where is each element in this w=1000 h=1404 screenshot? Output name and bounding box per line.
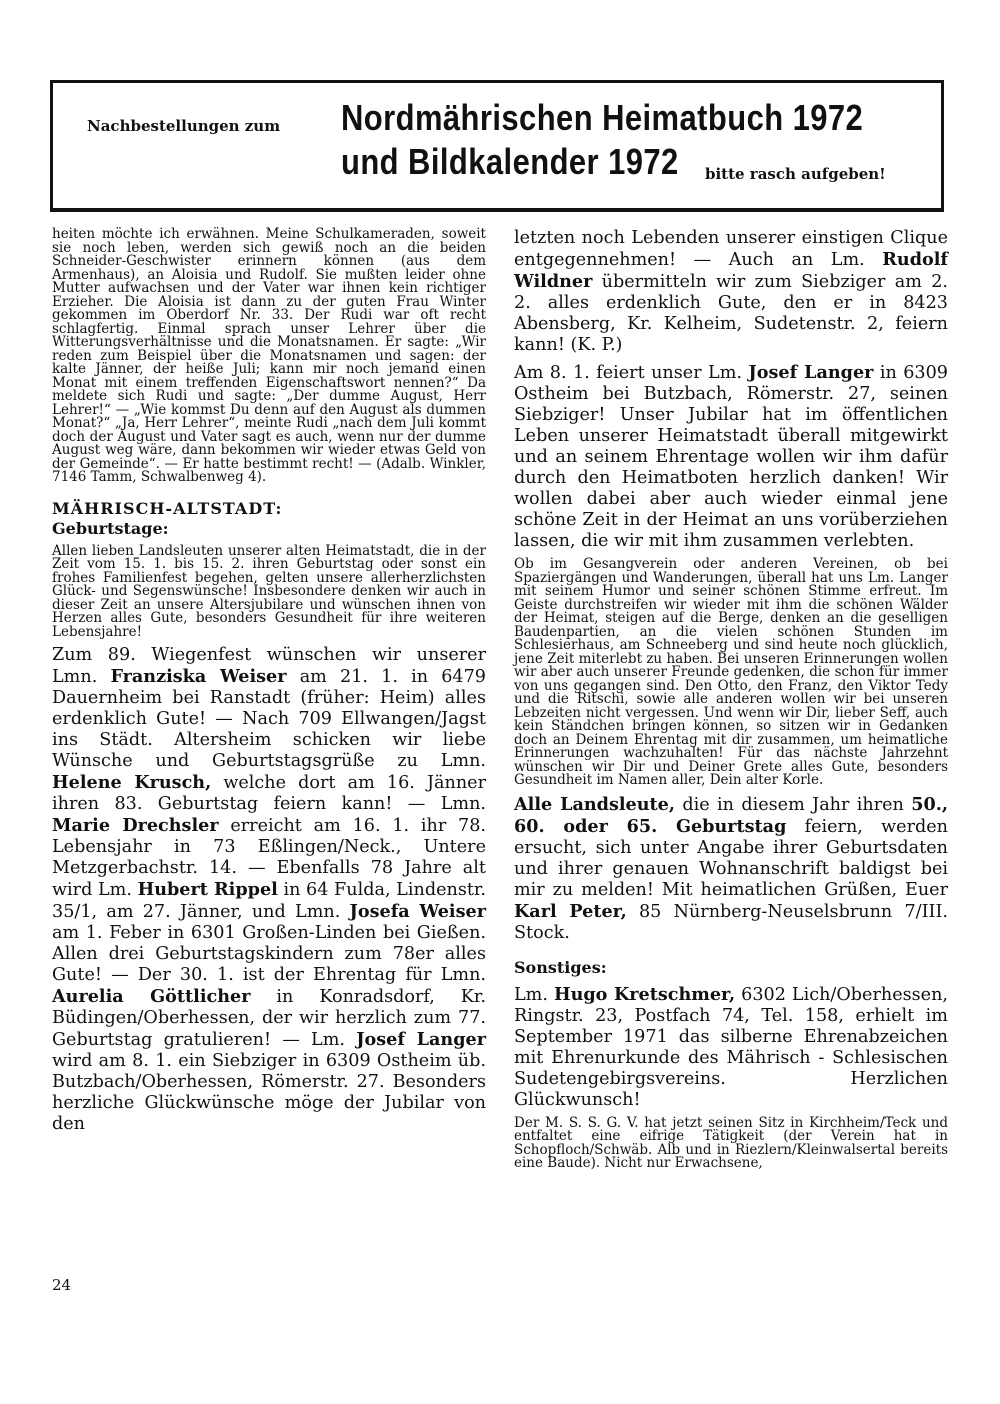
banner-title-line2: und Bildkalender 1972	[341, 141, 679, 182]
name-marie-drechsler: Marie Drechsler	[52, 815, 219, 836]
name-hubert-rippel: Hubert Rippel	[137, 879, 278, 900]
name-josef-langer: Josef Langer	[356, 1029, 486, 1050]
gesangverein-paragraph: Ob im Gesangverein oder anderen Vereinen, ob bei Spaziergängen und Wanderungen, überall hat uns Lm. Langer mit seinem Humor und seiner schönen Stimme erfreut. Im Geiste durchstreifen wir wieder mit ihm die schönen Wälder der Heimat, steigen auf die Berge, denken an die geselligen Baudenpartien, an die vielen schönen Stunden im Schlesierhaus, am Schneeberg und sind heute noch glücklich, jene Zeit miterlebt zu haben. Bei unseren Erinnerungen wollen wir aber auch unserer Freunde gedenken, die schon für immer von uns gegangen sind. Den Otto, den Franz, den Viktor Tedy und die Ritschi, sowie alle anderen wollen wir bei unseren Lebzeiten nicht vergessen. Und wenn wir Dir, lieber Seff, auch kein Ständchen bringen können, so sitzen wir in Gedanken doch an Deinem Ehrentag mit dir zusammen, um heimatliche Erinnerungen wachzuhalten! Für das nächste Jahrzehnt wünschen wir Dir und Deiner Grete alles Gute, besonders Gesundheit im Namen aller, Dein alter Korle.	[514, 556, 948, 788]
name-hugo-kretschmer: Hugo Kretschmer,	[553, 983, 736, 1005]
reorder-banner	[50, 80, 944, 212]
wildner-paragraph: letzten noch Lebenden unserer einstigen Clique entgegennehmen! — Auch an Lm. Rudolf Wildner übermitteln wir zum Siebziger am 2. 2. alles erdenklich Gute, den er in 8423 Abensberg, Kr. Kelheim, Sudetenstr. 2, feiern kann! (K. P.)	[514, 228, 948, 355]
banner-title-line1: Nordmährischen Heimatbuch 1972	[341, 97, 864, 138]
subheading-sonstiges: Sonstiges:	[514, 957, 607, 977]
kretschmer-paragraph: Lm. Hugo Kretschmer, 6302 Lich/Oberhessen, Ringstr. 23, Postfach 74, Tel. 158, erhielt im September 1971 das silberne Ehrenabzeichen mit Ehrenurkunde des Mährisch - Schlesischen Sudetengebirgsvereins. Herzlichen Glückwunsch!	[514, 983, 949, 1110]
banner-prefix: Nachbestellungen zum	[87, 117, 281, 135]
name-aurelia-goettlicher: Aurelia Göttlicher	[52, 986, 251, 1007]
mssgv-paragraph: Der M. S. S. G. V. hat jetzt seinen Sitz in Kirchheim/Teck und entfaltet eine eifrige Tätigkeit (der Verein hat in Schopfloch/Schwäb. Alb und in Riezlern/Kleinwalsertal bereits eine Baude). Nicht nur Erwachsene,	[514, 1114, 948, 1171]
langer-paragraph: Am 8. 1. feiert unser Lm. Josef Langer in 6309 Ostheim bei Butzbach, Römerstr. 27, seinen Siebziger! Unser Jubilar hat im öffentlichen Leben unserer Heimatstadt überall mitgewirkt und an seinem Ehrentage wollen wir ihm dafür durch den Heimatboten herzlich danken! Wir wollen dabei aber auch wieder einmal jene schöne Zeit in der Heimat an uns vorüberziehen lassen, die wir mit ihm zusammen verlebten.	[514, 362, 948, 551]
name-franziska-weiser: Franziska Weiser	[110, 666, 287, 687]
right-column	[514, 228, 948, 1171]
name-rudolf-wildner: Rudolf Wildner	[514, 249, 948, 292]
section-heading-maehrisch-altstadt: MÄHRISCH-ALTSTADT:	[52, 498, 283, 518]
name-helene-krusch: Helene Krusch,	[52, 772, 212, 793]
geburtstage-intro-paragraph: Allen lieben Landsleuten unserer alten Heimatstadt, die in der Zeit vom 15. 1. bis 15. 2. ihren Geburtstag oder sonst ein frohes Familienfest begehen, gelten unsere allerherzlichsten Glück- und Segenswünsche! Insbesondere denken wir auch in dieser Zeit an unsere Altersjubilare und wünschen ihnen von Herzen alles Gute, besonders Gesundheit für ihre weiteren Lebensjahre!	[52, 542, 486, 640]
birthday-list-paragraph: Zum 89. Wiegenfest wünschen wir unserer Lmn. Franziska Weiser am 21. 1. in 6479 Dauernheim bei Ranstadt (früher: Heim) alles erdenklich Gute! — Nach 709 Ellwangen/Jagst ins Städt. Altersheim schicken wir liebe Wünsche und Geburtstagsgrüße zu Lmn. Helene Krusch, welche dort am 16. Jänner ihren 83. Geburtstag feiern kann! — Lmn. Marie Drechsler erreicht am 16. 1. ihr 78. Lebensjahr in 73 Eßlingen/Neck., Untere Metzgerbachstr. 14. — Ebenfalls 78 Jahre alt wird Lm. Hubert Rippel in 64 Fulda, Lindenstr. 35/1, am 27. Jänner, und Lmn. Josefa Weiser am 1. Feber in 6301 Großen-Linden bei Gießen. Allen drei Geburtstagskindern zum 78er alles Gute! — Der 30. 1. ist der Ehrentag für Lmn. Aurelia Göttlicher in Konradsdorf, Kr. Büdingen/Oberhessen, der wir herzlich zum 77. Geburtstag gratulieren! — Lm. Josef Langer wird am 8. 1. ein Siebziger in 6309 Ostheim üb. Butzbach/Oberhessen, Römerstr. 27. Besonders herzliche Glückwünsche möge der Jubilar von den	[52, 645, 486, 1134]
name-josef-langer-2: Josef Langer	[748, 362, 874, 383]
banner-suffix: bitte rasch aufgeben!	[705, 165, 886, 183]
landsleute-paragraph: Alle Landsleute, die in diesem Jahr ihren 50., 60. oder 65. Geburtstag feiern, werden ersucht, sich unter Angabe ihrer Geburtsdaten und ihrer genauen Wohnanschrift baldigst bei mir zu melden! Mit heimatlichen Grüßen, Euer Karl Peter, 85 Nürnberg-Neuselsbrunn 7/III. Stock.	[514, 793, 949, 943]
name-josefa-weiser: Josefa Weiser	[349, 901, 486, 922]
left-column	[52, 228, 486, 1135]
page-number: 24	[52, 1276, 72, 1294]
name-karl-peter: Karl Peter,	[514, 900, 627, 922]
subheading-geburtstage: Geburtstage:	[52, 518, 169, 538]
schulkameraden-paragraph: heiten möchte ich erwähnen. Meine Schulkameraden, soweit sie noch leben, werden sich gewiß noch an die beiden Schneider-Geschwister erinnern können (aus dem Armenhaus), an Aloisia und Rudolf. Sie mußten leider ohne Mutter aufwachsen und der Vater war ihnen kein richtiger Erzieher. Die Aloisia ist dann zu der guten Frau Winter gekommen im Oberdorf Nr. 33. Der Rudi war oft recht schlagfertig. Einmal sprach unser Lehrer über die Witterungsverhältnisse und die Monatsnamen. Er sagte: „Wir reden zum Beispiel über die Monatsnamen und sagen: der kalte Jänner, der heiße Juli; kann mir noch jemand einen Monat mit einem treffenden Eigenschaftswort nennen?“ Da meldete sich Rudi und sagte: „Der dumme August, Herr Lehrer!“ — „Wie kommst Du denn auf den August als dummen Monat?“ „Ja, Herr Lehrer“, meinte Rudi „nach dem Juli kommt doch der August und Vater sagt es auch, wenn nur der dumme August weg wäre, dann bekommen wir wieder etwas Geld von der Gemeinde“. — Er hatte bestimmt recht! — (Adalb. Winkler, 7146 Tamm, Schwalbenweg 4).	[52, 226, 486, 485]
